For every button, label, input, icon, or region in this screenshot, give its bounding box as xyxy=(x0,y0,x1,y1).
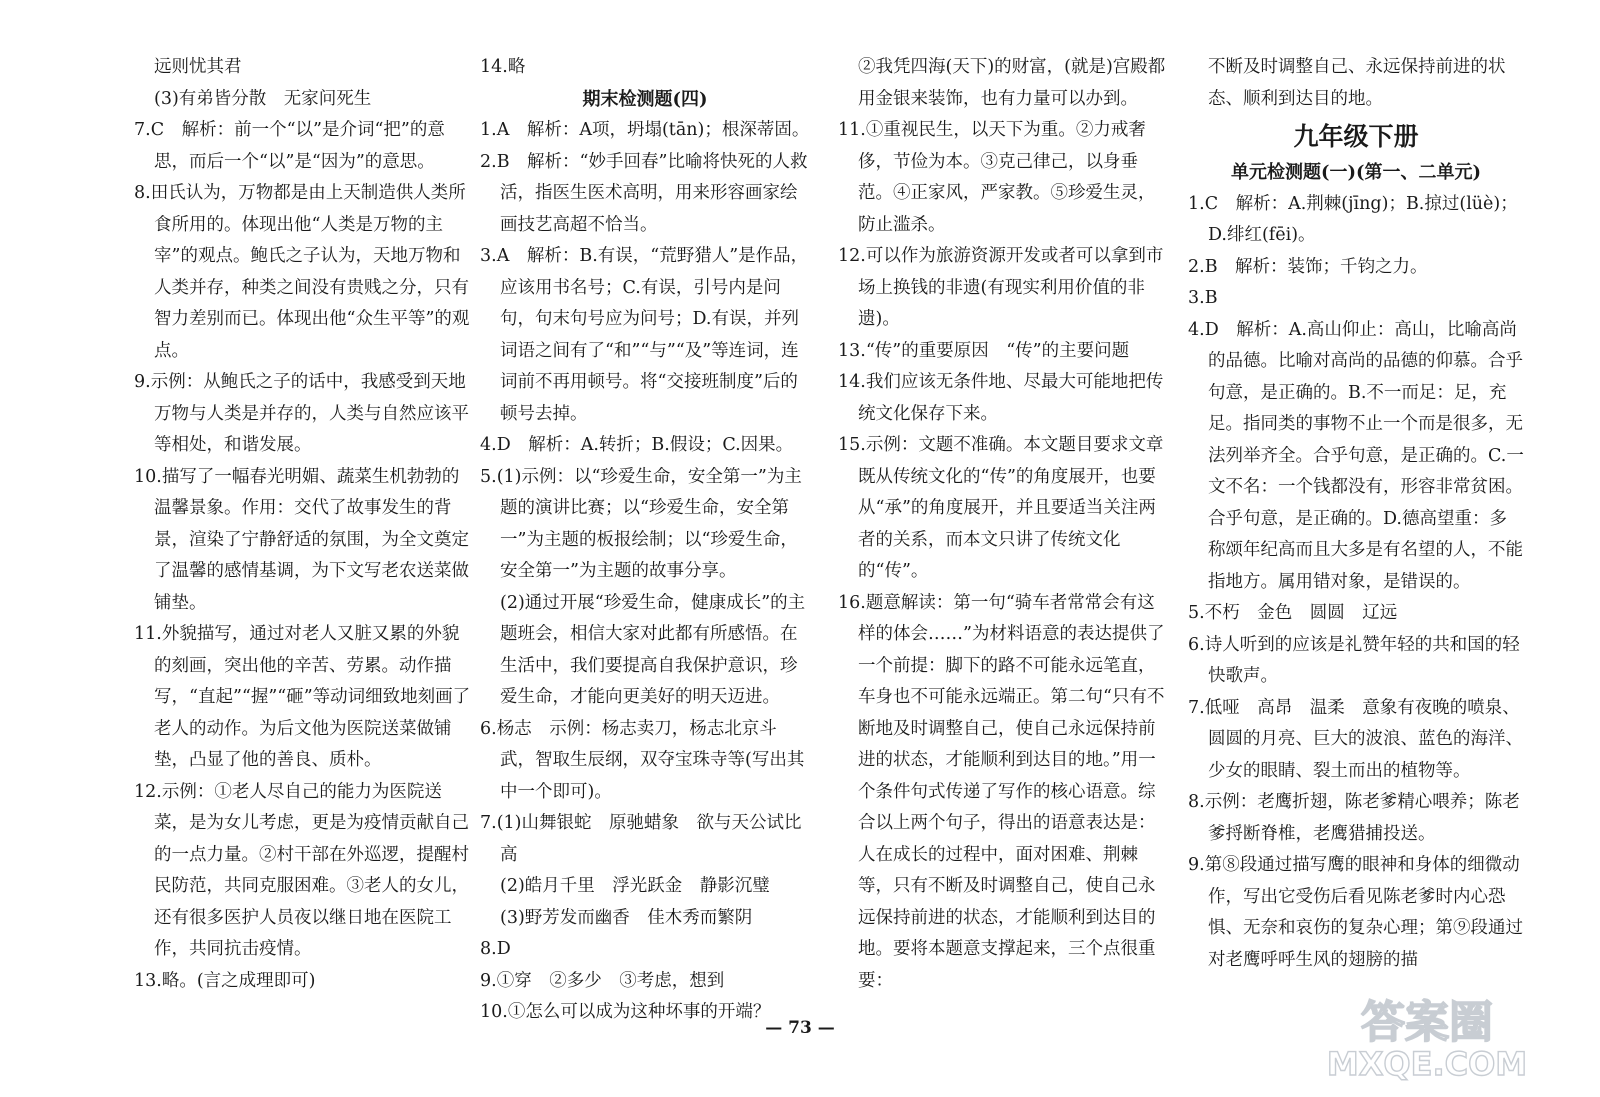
answer-paragraph: 8.田氏认为，万物都是由上天制造供人类所食所用的。体现出他“人类是万物的主宰”的观点。鲍氏之子认为，天地万物和人类并存，种类之间没有贵贱之分，只有智力差别而已。体现出他“众生平等”的观点。 xyxy=(134,183,470,361)
answer-paragraph: 远则忧其君 xyxy=(154,57,242,77)
column-4 xyxy=(1188,52,1524,976)
answer-paragraph: 3.B xyxy=(1188,288,1218,308)
answer-paragraph: (2)通过开展“珍爱生命，健康成长”的主题班会，相信大家对此都有所感悟。在生活中，我们要提高自我保护意识，珍爱生命，才能向更美好的明天迈进。 xyxy=(500,592,806,707)
answer-paragraph: 9.示例：从鲍氏之子的话中，我感受到天地万物与人类是并存的，人类与自然应该平等相处，和谐发展。 xyxy=(134,372,469,455)
answer-paragraph: 13.“传”的重要原因 “传”的主要问题 xyxy=(838,340,1130,361)
answer-paragraph: 4.D 解析：A.高山仰止：高山，比喻高尚的品德。比喻对高尚的品德的仰慕。合乎句意，是正确的。B.不一而足：足，充足。指同类的事物不止一个而是很多，无法列举齐全。合乎句意，是正确的。C.一文不名：一个钱都没有，形容非常贫困。合乎句意，是正确的。D.德高望重：多称颂年纪高而且大多是有名望的人，不能指地方。属用错对象，是错误的。 xyxy=(1188,319,1524,592)
column-2 xyxy=(480,52,810,1029)
section-heading: 单元检测题(一)(第一、二单元) xyxy=(1230,162,1482,183)
answer-paragraph: 11.①重视民生，以天下为重。②力戒奢侈，节俭为本。③克己律己，以身垂范。④正家风，严家教。⑤珍爱生灵，防止滥杀。 xyxy=(838,120,1156,235)
section-heading: 期末检测题(四) xyxy=(582,88,708,110)
answer-paragraph: 15.示例：文题不准确。本文题目要求文章既从传统文化的“传”的角度展开，也要从“承”的角度展开，并且要适当关注两者的关系，而本文只讲了传统文化的“传”。 xyxy=(838,435,1164,581)
answer-paragraph: 5.(1)示例：以“珍爱生命，安全第一”为主题的演讲比赛；以“珍爱生命，安全第一”为主题的板报绘制；以“珍爱生命，安全第一”为主题的故事分享。 xyxy=(480,466,802,581)
answer-paragraph: 9.第⑧段通过描写鹰的眼神和身体的细微动作，写出它受伤后看见陈老爹时内心恐惧、无奈和哀伤的复杂心理；第⑨段通过对老鹰呼呼生风的翅膀的描 xyxy=(1188,855,1523,970)
answer-paragraph: 8.D xyxy=(480,939,511,959)
answer-paragraph: 16.题意解读：第一句“骑车者常常会有这样的体会……”为材料语意的表达提供了一个前提：脚下的路不可能永远笔直，车身也不可能永远端正。第二句“只有不断地及时调整自己，使自己永远保持前进的状态，才能顺利到达目的地。”用一个条件句式传递了写作的核心语意。综合以上两个句子，得出的语意表达是：人在成长的过程中，面对困难、荆棘等，只有不断及时调整自己，使自己永远保持前进的状态，才能顺利到达目的地。要将本题意支撑起来，三个点很重要： xyxy=(838,592,1165,991)
answer-paragraph: 4.D 解析：A.转折；B.假设；C.因果。 xyxy=(480,435,794,455)
answer-paragraph: 14.我们应该无条件地、尽最大可能地把传统文化保存下来。 xyxy=(838,372,1164,424)
answer-paragraph: 6.诗人听到的应该是礼赞年轻的共和国的轻快歌声。 xyxy=(1188,634,1520,686)
answer-paragraph: 10.①怎么可以成为这种坏事的开端？ xyxy=(480,1002,771,1022)
watermark-text-top: 答案圈 xyxy=(1361,997,1493,1048)
answer-paragraph: 7.低哑 高昂 温柔 意象有夜晚的喷泉、圆圆的月亮、巨大的波浪、蓝色的海洋、少女的眼睛、裂土而出的植物等。 xyxy=(1188,697,1523,781)
answer-paragraph: 9.①穿 ②多少 ③考虑，想到 xyxy=(480,970,725,991)
page-number: — 73 — xyxy=(765,1018,835,1038)
answer-paragraph: 8.示例：老鹰折翅，陈老爹精心喂养；陈老爹捋断脊椎，老鹰猎捕投送。 xyxy=(1188,792,1520,844)
answer-paragraph: (3)有弟皆分散 无家问死生 xyxy=(154,88,372,109)
answer-paragraph: 7.(1)山舞银蛇 原驰蜡象 欲与天公试比高 xyxy=(480,813,802,865)
answer-paragraph: 1.C 解析：A.荆棘(jīng)；B.掠过(lüè)；D.绯红(fēi)。 xyxy=(1188,193,1518,245)
answer-paragraph: 12.可以作为旅游资源开发或者可以拿到市场上换钱的非遗(有现实利用价值的非遗)。 xyxy=(838,246,1164,329)
answer-paragraph: 12.示例：①老人尽自己的能力为医院送菜，是为女儿考虑，更是为疫情贡献自己的一点力量。②村干部在外巡逻，提醒村民防范，共同克服困难。③老人的女儿，还有很多医护人员夜以继日地在医院工作，共同抗击疫情。 xyxy=(134,781,469,959)
answer-paragraph: 不断及时调整自己、永远保持前进的状态、顺利到达目的地。 xyxy=(1208,57,1506,109)
answer-paragraph: 10.描写了一幅春光明媚、蔬菜生机勃勃的温馨景象。作用：交代了故事发生的背景，渲染了宁静舒适的氛围，为全文奠定了温馨的感情基调，为下文写老农送菜做铺垫。 xyxy=(134,466,469,613)
column-1 xyxy=(134,52,476,997)
answer-paragraph: ②我凭四海(天下)的财富，(就是)宫殿都用金银来装饰，也有力量可以办到。 xyxy=(858,57,1166,109)
answer-paragraph: 7.C 解析：前一个“以”是介词“把”的意思，而后一个“以”是“因为”的意思。 xyxy=(134,120,445,172)
answer-paragraph: (2)皓月千里 浮光跃金 静影沉璧 xyxy=(500,876,770,896)
section-heading: 九年级下册 xyxy=(1293,122,1419,151)
answer-paragraph: 14.略 xyxy=(480,57,526,77)
answer-paragraph: 1.A 解析：A项，坍塌(tān)；根深蒂固。 xyxy=(480,120,810,140)
answer-paragraph: 11.外貌描写，通过对老人又脏又累的外貌的刻画，突出他的辛苦、劳累。动作描写，“直起”“握”“砸”等动词细致地刻画了老人的动作。为后文他为医院送菜做铺垫，凸显了他的善良、质朴。 xyxy=(134,624,471,770)
answer-paragraph: 3.A 解析：B.有误，“荒野猎人”是作品，应该用书名号；C.有误，引号内是问句，句末句号应为问号；D.有误，并列词语之间有了“和”“与”“及”等连词，连词前不再用顿号。将“交接班制度”后的顿号去掉。 xyxy=(480,246,809,424)
answer-paragraph: (3)野芳发而幽香 佳木秀而繁阴 xyxy=(500,907,753,928)
answer-paragraph: 5.不朽 金色 圆圆 辽远 xyxy=(1188,603,1398,623)
watermark-text-bottom: MXQE.COM xyxy=(1326,1045,1528,1081)
answer-paragraph: 13.略。(言之成理即可) xyxy=(134,970,316,991)
answer-paragraph: 2.B 解析：“妙手回春”比喻将快死的人救活，指医生医术高明，用来形容画家绘画技艺高超不恰当。 xyxy=(480,151,808,235)
column-3 xyxy=(838,52,1166,997)
answer-paragraph: 2.B 解析：装饰；千钧之力。 xyxy=(1188,256,1428,277)
answer-paragraph: 6.杨志 示例：杨志卖刀，杨志北京斗武，智取生辰纲，双夺宝珠寺等(写出其中一个即可)。 xyxy=(480,718,805,802)
